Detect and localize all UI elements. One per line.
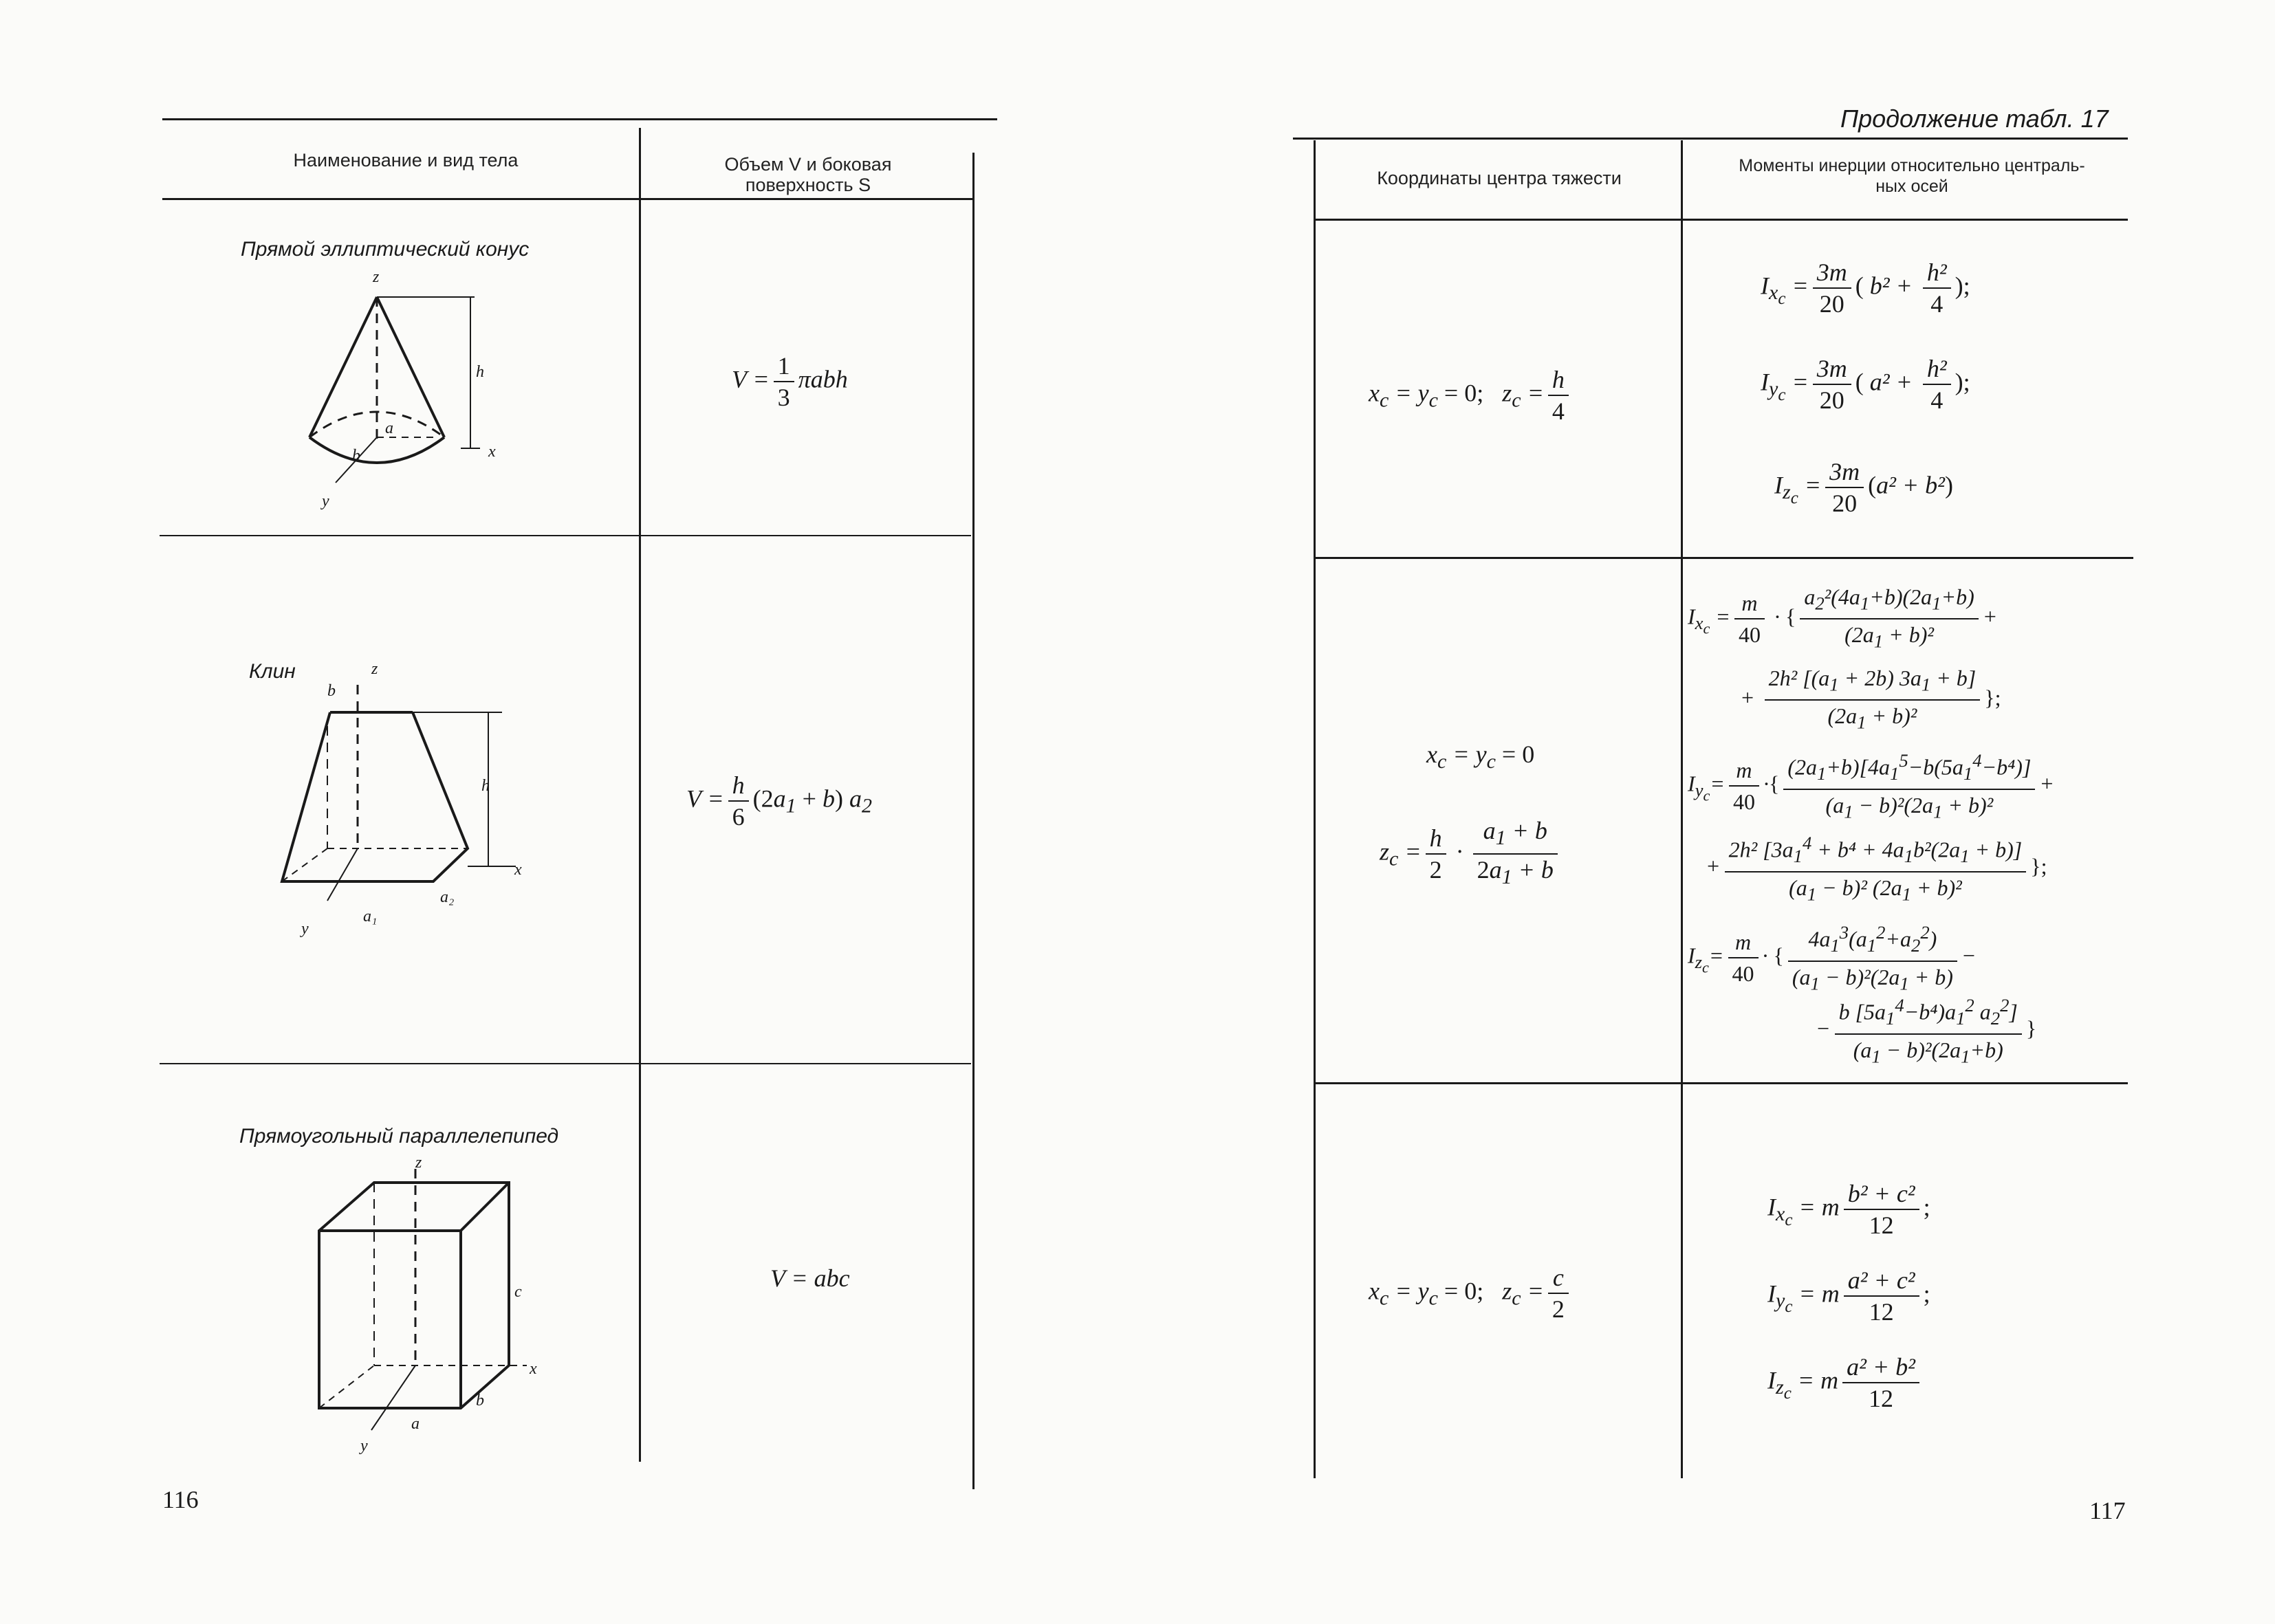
wedge-Iy-line1: $I_{y_c}=$ $\frac{m}{40}$ ·{ $\frac{(2a_1+b)[4a_1^5-b(5a_1^4-b^4)]}{(a_1 - b)^2(2a_1 + b)^2}$ + bbox=[1688, 745, 2054, 826]
continuation-caption: Продолжение табл. 17 bbox=[1840, 105, 2109, 133]
left-top-rule bbox=[162, 118, 997, 120]
box-figure bbox=[289, 1155, 550, 1458]
cone-Iy: $I_{y_c}$ = $\frac{3m}{20}$ ( a² + $\frac{\text{h²}}{4}$ ); bbox=[1761, 355, 1970, 414]
svg-text:x: x bbox=[514, 861, 522, 879]
wedge-centroid-z: $z_c$ = $\frac{h}{2}$ · $\frac{a_1 + b}{2a_1 + b}$ bbox=[1380, 815, 1562, 892]
svg-text:h: h bbox=[481, 777, 490, 795]
svg-text:a₁: a₁ bbox=[363, 908, 378, 925]
right-row2-rule bbox=[1315, 1082, 2128, 1084]
svg-text:b: b bbox=[327, 682, 336, 700]
right-left-edge bbox=[1314, 140, 1316, 1478]
wedge-figure bbox=[261, 660, 536, 949]
svg-text:b: b bbox=[352, 447, 360, 465]
header-moments: Моменты инерции относительно централь- ных осей bbox=[1739, 156, 2085, 196]
svg-text:b: b bbox=[476, 1392, 484, 1409]
box-Iz: $I_{z_c} = m$ $\frac{\text{a² + b²}}{12}$ bbox=[1767, 1352, 1924, 1414]
box-title: Прямоугольный параллелепипед bbox=[239, 1125, 559, 1148]
cone-volume: V = $\frac{1}{3}$ πabh bbox=[732, 352, 848, 411]
left-header-rule bbox=[162, 198, 972, 200]
cone-Iz: $I_{z_c}$ = $\frac{3m}{20}$ (a² + b²) bbox=[1774, 458, 1953, 517]
cone-Ix: $I_{x_c}$ = $\frac{3m}{20}$ ( b² + $\frac{\text{h²}}{4}$ ); bbox=[1761, 259, 1970, 318]
wedge-Iy-line2: + $\frac{2h^2 [3a_1^4 + b^4 + 4a_1b^2(2a_1 + b)]}{(a_1 - b)^2 (2a_1 + b)^2}$ }; bbox=[1706, 828, 2047, 909]
right-row1-rule bbox=[1315, 557, 2133, 559]
right-header-rule bbox=[1315, 219, 2128, 221]
wedge-Iz-line2: − $\frac{b [5a_1^4-b^4)a_1^2 a_2^2]}{(a_1 - b)^2(2a_1+b)}$ } bbox=[1816, 990, 2036, 1071]
svg-text:x: x bbox=[488, 443, 496, 461]
svg-text:z: z bbox=[415, 1155, 422, 1172]
box-Ix: $I_{x_c} = m$ $\frac{\text{b² + c²}}{12}$ ; bbox=[1767, 1180, 1930, 1239]
svg-text:a₂: a₂ bbox=[440, 888, 455, 906]
right-top-rule bbox=[1293, 138, 2128, 140]
box-Iy: $I_{y_c} = m$ $\frac{\text{a² + c²}}{12}$ ; bbox=[1767, 1266, 1930, 1326]
header-name-and-shape: Наименование и вид тела bbox=[293, 150, 519, 171]
cone-centroid: $x_c = y_c = 0$; $z_c$ = $\frac{h}{4}$ bbox=[1369, 364, 1573, 426]
page-number-right: 117 bbox=[2089, 1497, 2126, 1524]
wedge-Ix-line2: + $\frac{2h^2 [(a_1 + 2b) 3a_1 + b]}{(2a_1 + b)^2}$ }; bbox=[1740, 663, 2001, 738]
wedge-Iz-line1: $I_{z_c}=$ $\frac{m}{40}$ · { $\frac{4a_1^3(a_1^2+a_2^2)}{(a_1 - b)^2(2a_1 + b)}$ − bbox=[1688, 917, 1977, 998]
left-row1-rule bbox=[160, 535, 971, 536]
svg-text:z: z bbox=[373, 268, 380, 286]
svg-text:c: c bbox=[514, 1283, 522, 1301]
page-number-left: 116 bbox=[162, 1486, 199, 1513]
svg-text:y: y bbox=[360, 1437, 368, 1455]
left-col-divider bbox=[639, 128, 641, 1462]
svg-text:y: y bbox=[301, 920, 309, 938]
header-centroid: Координаты центра тяжести bbox=[1377, 168, 1622, 188]
box-centroid: $x_c = y_c = 0$; $z_c$ = $\frac{c}{2}$ bbox=[1369, 1262, 1573, 1324]
svg-text:a: a bbox=[411, 1415, 420, 1433]
header-volume: Объем V и боковая поверхность S bbox=[724, 154, 892, 195]
left-row2-rule bbox=[160, 1063, 971, 1064]
svg-text:x: x bbox=[530, 1360, 537, 1378]
wedge-centroid-xy: $x_c = y_c = 0$ bbox=[1426, 740, 1535, 773]
wedge-volume: V = $\frac{h}{6}$ $(2a_1 + b)$ $a_2$ bbox=[686, 771, 872, 831]
wedge-title: Клин bbox=[249, 660, 296, 683]
cone-title: Прямой эллиптический конус bbox=[241, 238, 530, 261]
svg-text:a: a bbox=[385, 419, 393, 437]
svg-text:z: z bbox=[371, 660, 378, 678]
left-right-edge bbox=[972, 153, 975, 1489]
box-volume: V = abc bbox=[770, 1264, 850, 1292]
cone-figure bbox=[289, 268, 523, 516]
svg-text:h: h bbox=[476, 363, 484, 381]
svg-text:y: y bbox=[322, 492, 329, 510]
wedge-Ix-line1: $I_{x_c}$ = $\frac{m}{40}$ · { $\frac{a_2^2(4a_1+b)(2a_1+b)}{(2a_1 + b)^2}$ + bbox=[1688, 582, 1997, 657]
right-col-divider bbox=[1681, 140, 1683, 1478]
